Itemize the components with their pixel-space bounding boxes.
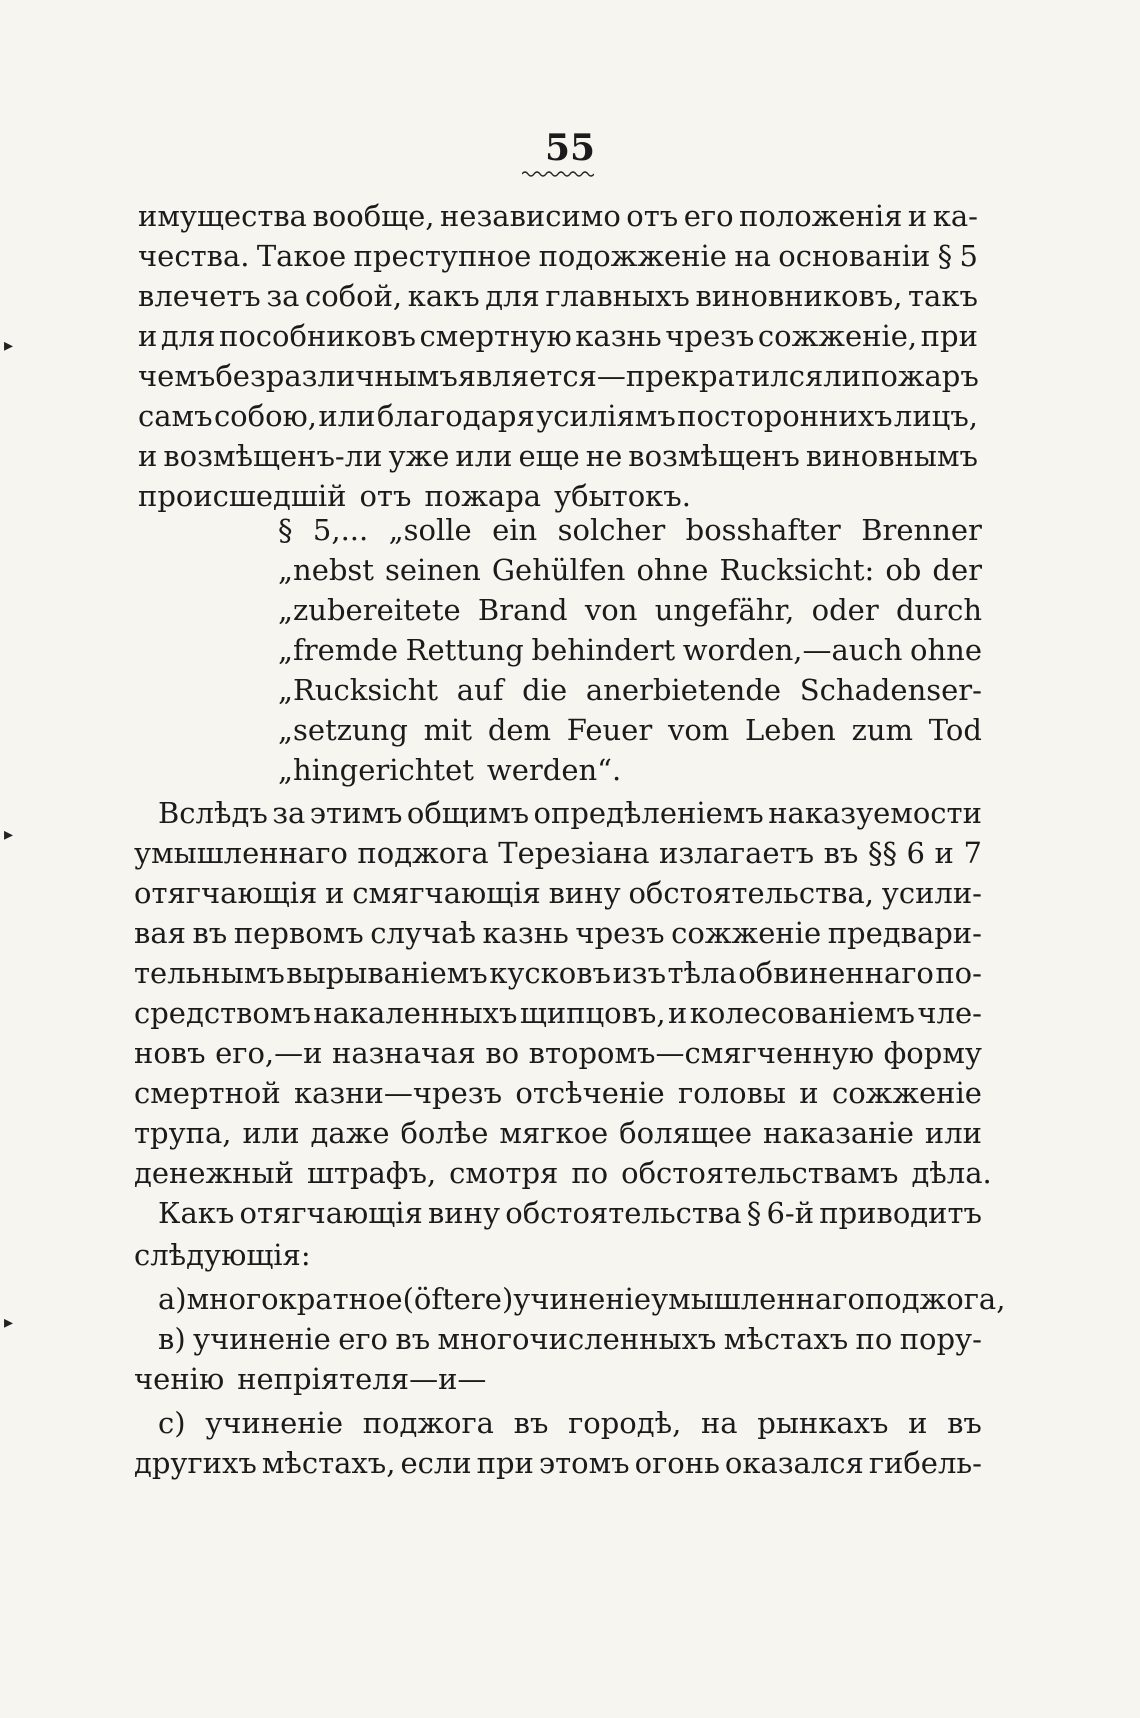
word: обстоятельства <box>505 1196 742 1230</box>
text-line <box>138 436 978 476</box>
word: сожженіе <box>831 1076 982 1110</box>
word: казнь <box>575 319 662 353</box>
word: Rettung <box>405 633 524 667</box>
word: болѣе <box>400 1116 489 1150</box>
word: болящее <box>619 1116 753 1150</box>
text-line <box>138 196 978 236</box>
word: дѣла. <box>911 1156 992 1190</box>
text-line <box>134 1033 982 1073</box>
word: благодаря <box>376 399 535 433</box>
word: въ <box>947 1406 982 1440</box>
word: (öftere) <box>402 1282 514 1316</box>
word: Вслѣдъ <box>158 796 268 830</box>
word: Brand <box>477 593 568 627</box>
word: bosshafter <box>685 513 841 547</box>
word: обвиненнаго <box>738 956 934 990</box>
word: смертную <box>419 319 572 353</box>
word: случаѣ <box>370 916 476 950</box>
word: при <box>920 319 978 353</box>
word: основаніи <box>778 239 931 273</box>
word: по <box>571 1156 609 1190</box>
text-line <box>134 993 982 1033</box>
word: непріятеля—и— <box>237 1362 487 1396</box>
word: средствомъ <box>134 996 311 1030</box>
word: „hingerichtet <box>278 753 474 787</box>
text-line <box>278 710 982 750</box>
word: оказался <box>724 1446 864 1480</box>
text-line <box>158 1319 982 1359</box>
word: oder <box>811 593 879 627</box>
text-line <box>278 630 982 670</box>
page-number-ornament <box>522 170 594 178</box>
text-line <box>158 1279 1006 1319</box>
word: денежный <box>134 1156 294 1190</box>
word: кусковъ <box>489 956 611 990</box>
word: главныхъ <box>545 279 690 313</box>
word: этомъ <box>538 1446 630 1480</box>
word: учиненіе <box>193 1322 331 1356</box>
text-line <box>138 316 978 356</box>
text-line <box>134 873 982 913</box>
word: пожара <box>424 479 542 513</box>
word: Tod <box>928 713 982 747</box>
word: вину <box>427 1196 501 1230</box>
word: возмѣщенъ-ли <box>163 439 383 473</box>
word: учиненіе <box>205 1406 344 1440</box>
word: опредѣленіемъ <box>533 796 764 830</box>
margin-mark: ▸ <box>4 1312 14 1333</box>
word: von <box>584 593 638 627</box>
word: многочисленныхъ <box>437 1322 717 1356</box>
text-line <box>138 276 978 316</box>
text-line <box>134 913 982 953</box>
word: обстоятельствамъ <box>621 1156 899 1190</box>
text-line <box>134 1113 982 1153</box>
word: щипцовъ, <box>519 996 666 1030</box>
word: въ <box>192 916 228 950</box>
word: накаленныхъ <box>313 996 518 1030</box>
word: казнь <box>482 916 569 950</box>
word: чества. <box>138 239 250 273</box>
word: поджога <box>357 836 489 870</box>
word: на <box>700 1406 738 1440</box>
word: и <box>667 996 688 1030</box>
word: положенія <box>739 199 903 233</box>
word: при <box>476 1446 534 1480</box>
margin-mark: ▸ <box>4 335 14 356</box>
word: изъ <box>612 956 667 990</box>
word: пожаръ <box>861 359 979 393</box>
word: тѣла <box>667 956 737 990</box>
text-line <box>134 1359 982 1399</box>
word: anerbietende <box>585 673 782 707</box>
word: виновниковъ, <box>695 279 903 313</box>
text-line <box>134 1153 992 1193</box>
word: vom <box>667 713 730 747</box>
word: наказаніе <box>763 1116 914 1150</box>
word: Schadenser- <box>799 673 982 707</box>
text-line <box>134 833 982 873</box>
word: „solle <box>388 513 472 547</box>
word: 7 <box>963 836 982 870</box>
word: „fremde <box>278 633 399 667</box>
word: является—прекратился <box>457 359 824 393</box>
text-line <box>134 1073 982 1113</box>
word: головы <box>678 1076 786 1110</box>
word: обстоятельства, <box>628 876 874 910</box>
word: § <box>746 1196 762 1230</box>
word: въ <box>513 1406 549 1440</box>
word: Brenner <box>861 513 982 547</box>
word: чрезъ <box>575 916 665 950</box>
word: ка- <box>932 199 978 233</box>
word: за <box>272 796 306 830</box>
word: излагаетъ <box>659 836 815 870</box>
text-line <box>138 396 978 436</box>
word: штрафъ, <box>306 1156 437 1190</box>
word: новъ <box>134 1036 206 1070</box>
word: отъ <box>626 199 679 233</box>
word: трупа, <box>134 1116 232 1150</box>
word: даже <box>310 1116 390 1150</box>
word: тельнымъ <box>134 956 285 990</box>
word: Rucksicht: <box>719 553 875 587</box>
word: werden“. <box>486 753 622 787</box>
word: его <box>338 1322 389 1356</box>
word: преступное <box>353 239 532 273</box>
word: отягчающія <box>134 876 318 910</box>
word: „Rucksicht <box>278 673 439 707</box>
word: чемъ <box>138 359 216 393</box>
text-line <box>278 590 982 630</box>
word: ein <box>492 513 538 547</box>
word: Leben <box>745 713 836 747</box>
word: учиненіе <box>513 1282 652 1316</box>
word: мягкое <box>499 1116 609 1150</box>
word: seinen <box>385 553 481 587</box>
word: или <box>318 399 376 433</box>
word: и <box>799 1076 819 1110</box>
word: рынкахъ <box>757 1406 889 1440</box>
word: въ <box>823 836 859 870</box>
word: этимъ <box>309 796 403 830</box>
word: behindert <box>531 633 676 667</box>
word: не <box>585 439 623 473</box>
word: Gehülfen <box>491 553 626 587</box>
word: или <box>455 439 513 473</box>
word: чрезъ <box>665 319 755 353</box>
word: такъ <box>908 279 978 313</box>
word: отягчающія <box>239 1196 423 1230</box>
word: умышленнаго <box>651 1282 865 1316</box>
word: убытокъ. <box>554 479 691 513</box>
word: §§ <box>867 836 897 870</box>
word: и <box>907 199 928 233</box>
text-line <box>278 510 982 550</box>
word: лицъ, <box>893 399 978 433</box>
word: Терезіана <box>498 836 650 870</box>
word: умышленнаго <box>134 836 348 870</box>
word: казни—чрезъ <box>294 1076 503 1110</box>
word: mit <box>423 713 473 747</box>
word: 6-й <box>766 1196 815 1230</box>
word: слѣдующія: <box>134 1238 311 1272</box>
word: dem <box>487 713 552 747</box>
word: и <box>325 876 345 910</box>
word: имущества <box>138 199 307 233</box>
text-line <box>138 236 978 276</box>
margin-mark: ▸ <box>4 824 14 845</box>
text-line <box>134 1443 982 1483</box>
word: какъ <box>407 279 480 313</box>
word: worden,—auch <box>682 633 903 667</box>
word: еще <box>518 439 580 473</box>
word: и <box>138 439 158 473</box>
word: а) <box>158 1282 187 1316</box>
word: собой, <box>304 279 403 313</box>
word: Такое <box>256 239 347 273</box>
word: самъ <box>138 399 213 433</box>
word: сожженіе, <box>757 319 918 353</box>
word: влечетъ <box>138 279 261 313</box>
word: наказуемости <box>768 796 982 830</box>
word: solcher <box>557 513 666 547</box>
word: или <box>924 1116 982 1150</box>
word: ohne <box>636 553 709 587</box>
word: общимъ <box>406 796 530 830</box>
word: усиліямъ <box>536 399 676 433</box>
word: предвари- <box>827 916 982 950</box>
word: форму <box>883 1036 982 1070</box>
word: безразличнымъ <box>215 359 458 393</box>
word: отъ <box>359 479 412 513</box>
word: „nebst <box>278 553 374 587</box>
page-number: 55 <box>544 127 596 169</box>
word: ohne <box>910 633 982 667</box>
word: § <box>937 239 953 273</box>
word: огонь <box>634 1446 720 1480</box>
word: его,—и <box>215 1036 323 1070</box>
word: Какъ <box>158 1196 235 1230</box>
word: если <box>400 1446 472 1480</box>
word: смягчающія <box>352 876 541 910</box>
word: смотря <box>449 1156 559 1190</box>
word: отсѣченіе <box>515 1076 665 1110</box>
text-line <box>278 750 982 790</box>
word: ченію <box>134 1362 225 1396</box>
word: Feuer <box>566 713 653 747</box>
word: § <box>278 513 293 547</box>
word: и <box>138 319 158 353</box>
word: мѣстахъ, <box>261 1446 396 1480</box>
word: происшедшій <box>138 479 347 513</box>
word: 6 <box>906 836 925 870</box>
text-line <box>158 1403 982 1443</box>
word: 5,... <box>312 513 369 547</box>
word: 5 <box>959 239 978 273</box>
word: другихъ <box>134 1446 257 1480</box>
word: колесованіемъ <box>689 996 915 1030</box>
word: постороннихъ <box>677 399 893 433</box>
word: назначая <box>331 1036 476 1070</box>
word: ungefähr, <box>654 593 795 627</box>
word: или <box>242 1116 300 1150</box>
word: вообще, <box>312 199 435 233</box>
word: поджога <box>362 1406 494 1440</box>
word: виновнымъ <box>805 439 978 473</box>
word: „zubereitete <box>278 593 461 627</box>
word: возмѣщенъ <box>628 439 800 473</box>
word: усили- <box>881 876 982 910</box>
word: по <box>855 1322 893 1356</box>
word: ли <box>823 359 862 393</box>
word: вая <box>134 916 186 950</box>
text-line <box>134 953 982 993</box>
word: пору- <box>899 1322 982 1356</box>
text-line <box>158 793 982 833</box>
word: для <box>485 279 540 313</box>
word: его <box>683 199 734 233</box>
word: первомъ <box>233 916 364 950</box>
word: гибель- <box>868 1446 982 1480</box>
word: городѣ, <box>568 1406 682 1440</box>
word: с) <box>158 1406 186 1440</box>
word: пособниковъ <box>219 319 416 353</box>
word: die <box>522 673 568 707</box>
word: на <box>734 239 771 273</box>
word: вину <box>548 876 621 910</box>
word: поджога, <box>864 1282 1006 1316</box>
word: der <box>932 553 982 587</box>
word: сожженіе <box>671 916 822 950</box>
word: ob <box>885 553 922 587</box>
word: второмъ—смягченную <box>528 1036 875 1070</box>
text-line <box>138 356 978 396</box>
word: подожженіе <box>538 239 727 273</box>
word: за <box>266 279 300 313</box>
word: во <box>485 1036 520 1070</box>
word: в) <box>158 1322 186 1356</box>
text-line <box>278 550 982 590</box>
word: вырываніемъ <box>286 956 488 990</box>
word: и <box>908 1406 928 1440</box>
text-line <box>278 670 982 710</box>
text-line <box>158 1193 982 1233</box>
word: zum <box>851 713 914 747</box>
word: чле- <box>917 996 982 1030</box>
word: собою, <box>213 399 318 433</box>
word: уже <box>388 439 450 473</box>
word: смертной <box>134 1076 281 1110</box>
word: durch <box>895 593 982 627</box>
word: и <box>934 836 954 870</box>
word: мѣстахъ <box>723 1322 849 1356</box>
text-line <box>134 1235 982 1275</box>
word: по- <box>935 956 982 990</box>
word: многократное <box>186 1282 403 1316</box>
word: независимо <box>439 199 621 233</box>
word: auf <box>456 673 504 707</box>
word: въ <box>395 1322 431 1356</box>
word: для <box>160 319 216 353</box>
word: „setzung <box>278 713 408 747</box>
word: приводитъ <box>819 1196 982 1230</box>
